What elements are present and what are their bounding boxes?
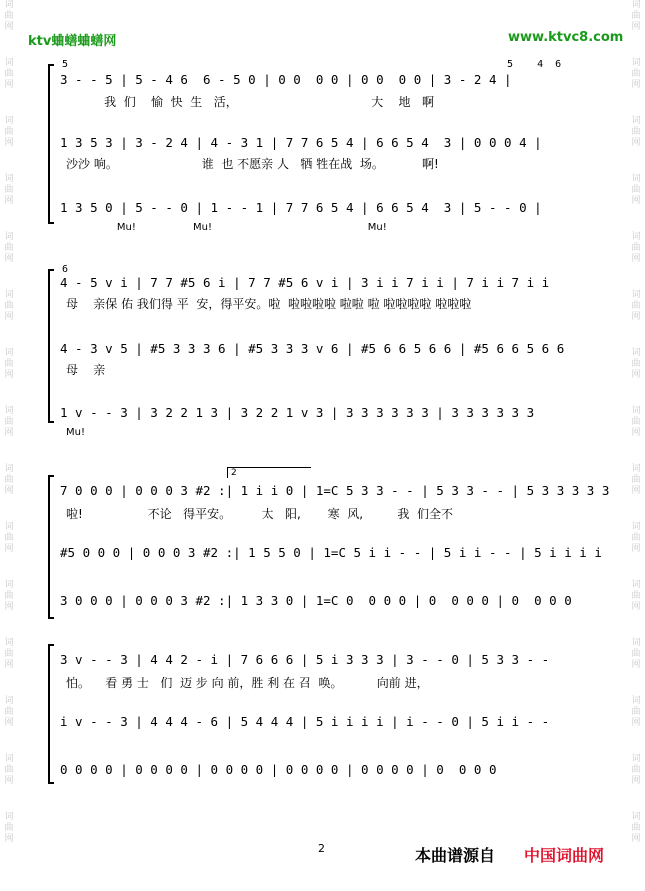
watermark-gap: [629, 787, 643, 812]
watermark-char: 曲: [4, 475, 14, 485]
watermark-char: 网: [4, 544, 14, 554]
watermark-char: 网: [631, 80, 641, 90]
watermark-char: 词: [4, 58, 14, 68]
watermark-char: 网: [631, 254, 641, 264]
watermark-char: 网: [4, 718, 14, 728]
watermark-char: 网: [4, 254, 14, 264]
watermark-char: 词: [631, 0, 641, 10]
volta-bracket: 2: [227, 467, 311, 478]
watermark-char: 曲: [631, 591, 641, 601]
page-number: 2: [318, 842, 325, 855]
watermark-char: 网: [4, 660, 14, 670]
watermark-char: 网: [631, 834, 641, 844]
source-site-link[interactable]: 中国词曲网: [524, 846, 605, 865]
system-brace: [48, 644, 54, 784]
watermark-char: 曲: [4, 243, 14, 253]
bass-row: 0 0 0 0 | 0 0 0 0 | 0 0 0 0 | 0 0 0 0 | 0 0 0 0 | 0 0 0 0: [60, 762, 497, 777]
watermark-char: 网: [4, 486, 14, 496]
watermark-char: 曲: [631, 185, 641, 195]
watermark-gap: [2, 207, 16, 232]
watermark-gap: [2, 613, 16, 638]
watermark-gap: [629, 91, 643, 116]
harmony-row: i v - - 3 | 4 4 4 - 6 | 5 4 4 4 | 5 i i i i | i - - 0 | 5 i i - -: [60, 714, 550, 729]
watermark-char: 网: [4, 196, 14, 206]
watermark-char: 网: [631, 486, 641, 496]
lyric-row: 母 亲: [66, 363, 106, 377]
watermark-gap: [629, 265, 643, 290]
watermark-char: 网: [4, 428, 14, 438]
system-brace: [48, 64, 54, 224]
watermark-char: 曲: [4, 185, 14, 195]
watermark-char: 曲: [4, 417, 14, 427]
watermark-gap: [2, 91, 16, 116]
watermark-gap: [629, 149, 643, 174]
watermark-char: 曲: [631, 417, 641, 427]
watermark-char: 曲: [631, 69, 641, 79]
watermark-gap: [629, 207, 643, 232]
watermark-char: 网: [4, 602, 14, 612]
watermark-char: 网: [631, 776, 641, 786]
watermark-char: 曲: [4, 591, 14, 601]
watermark-char: 网: [4, 138, 14, 148]
bass-row: 1 3 5 0 | 5 - - 0 | 1 - - 1 | 7 7 6 5 4 | 6 6 5 4 3 | 5 - - 0 |: [60, 200, 542, 215]
watermark-char: 词: [631, 116, 641, 126]
watermark-char: 曲: [631, 533, 641, 543]
watermark-char: 曲: [4, 359, 14, 369]
watermark-char: 曲: [4, 301, 14, 311]
score-system-3: [52, 465, 610, 615]
watermark-char: 词: [4, 406, 14, 416]
source-label: 本曲谱源自: [415, 846, 496, 865]
melody-row: 7 0 0 0 | 0 0 0 3 #2 :| 1 i i 0 | 1=C 5 3 3 - - | 5 3 3 - - | 5 3 3 3 3 3: [60, 483, 610, 498]
watermark-char: 曲: [631, 649, 641, 659]
watermark-char: 词: [631, 58, 641, 68]
watermark-char: 词: [631, 638, 641, 648]
watermark-char: 网: [631, 602, 641, 612]
harmony-row: #5 0 0 0 | 0 0 0 3 #2 :| 1 5 5 0 | 1=C 5 i i - - | 5 i i - - | 5 i i i i: [60, 545, 602, 560]
watermark-gap: [2, 439, 16, 464]
watermark-char: 曲: [631, 359, 641, 369]
lyric-row: 沙沙 响。 谁 也 不愿亲 人 牺 牲在战 场。 啊!: [66, 157, 439, 171]
watermark-gap: [2, 729, 16, 754]
watermark-char: 词: [631, 580, 641, 590]
watermark-char: 网: [4, 834, 14, 844]
score-system-2: [52, 265, 588, 445]
watermark-gap: [629, 613, 643, 638]
watermark-char: 曲: [631, 475, 641, 485]
watermark-char: 词: [4, 696, 14, 706]
watermark-char: 词: [4, 0, 14, 10]
watermark-char: 曲: [631, 127, 641, 137]
watermark-char: 网: [4, 22, 14, 32]
watermark-char: 曲: [631, 11, 641, 21]
header-url[interactable]: www.ktvc8.com: [508, 30, 624, 45]
watermark-char: 曲: [631, 301, 641, 311]
watermark-char: 网: [631, 138, 641, 148]
watermark-gap: [2, 149, 16, 174]
lyric-row: 我 们 愉 快 生 活， 大 地 啊: [66, 95, 434, 109]
watermark-char: 网: [4, 80, 14, 90]
harmony-row: 4 - 3 v 5 | #5 3 3 3 6 | #5 3 3 3 v 6 | #5 6 6 5 6 6 | #5 6 6 5 6 6: [60, 341, 565, 356]
watermark-char: 网: [631, 718, 641, 728]
harmony-row: 1 3 5 3 | 3 - 2 4 | 4 - 3 1 | 7 7 6 5 4 | 6 6 5 4 3 | 0 0 0 4 |: [60, 135, 542, 150]
watermark-char: 网: [4, 776, 14, 786]
watermark-char: 网: [631, 312, 641, 322]
watermark-char: 词: [631, 812, 641, 822]
key-mark: 6: [62, 264, 69, 275]
bass-row: 3 0 0 0 | 0 0 0 3 #2 :| 1 3 3 0 | 1=C 0 0 0 0 | 0 0 0 0 | 0 0 0 0: [60, 593, 572, 608]
watermark-gap: [629, 33, 643, 58]
watermark-char: 网: [631, 660, 641, 670]
key-mark: 5: [62, 59, 69, 70]
lyric-row: 母 亲保 佑 我们得 平 安，得平安。啦 啦啦啦啦 啦啦 啦 啦啦啦啦 啦啦啦: [66, 297, 472, 311]
watermark-char: 网: [631, 370, 641, 380]
system-brace: [48, 269, 54, 423]
watermark-gap: [2, 33, 16, 58]
watermark-char: 网: [631, 428, 641, 438]
watermark-gap: [629, 497, 643, 522]
watermark-gap: [629, 381, 643, 406]
watermark-char: 词: [4, 754, 14, 764]
chord-stack: 5 4 6: [507, 59, 562, 70]
watermark-char: 曲: [4, 127, 14, 137]
watermark-gap: [2, 845, 16, 870]
header-brand[interactable]: ktv蛐蟮蛐蟮网: [28, 34, 117, 49]
score-system-1: [52, 59, 588, 233]
watermark-char: 曲: [4, 69, 14, 79]
watermark-char: 词: [631, 754, 641, 764]
watermark-gap: [2, 381, 16, 406]
watermark-char: 词: [631, 232, 641, 242]
watermark-char: 词: [4, 464, 14, 474]
watermark-gap: [2, 555, 16, 580]
watermark-char: 网: [4, 312, 14, 322]
watermark-gap: [629, 671, 643, 696]
watermark-char: 词: [631, 406, 641, 416]
watermark-char: 词: [631, 290, 641, 300]
lyric-row: Mu!: [66, 427, 85, 438]
watermark-gap: [629, 729, 643, 754]
watermark-char: 曲: [4, 707, 14, 717]
watermark-char: 曲: [4, 533, 14, 543]
watermark-left: [2, 0, 16, 870]
watermark-char: 曲: [631, 765, 641, 775]
watermark-gap: [2, 323, 16, 348]
watermark-char: 网: [631, 196, 641, 206]
watermark-char: 网: [631, 544, 641, 554]
watermark-gap: [2, 497, 16, 522]
watermark-gap: [629, 845, 643, 870]
watermark-char: 曲: [4, 11, 14, 21]
watermark-char: 词: [4, 116, 14, 126]
watermark-gap: [629, 323, 643, 348]
watermark-char: 曲: [4, 765, 14, 775]
watermark-char: 词: [631, 522, 641, 532]
melody-row: 3 - - 5 | 5 - 4 6 6 - 5 0 | 0 0 0 0 | 0 0 0 0 | 3 - 2 4 |: [60, 72, 512, 87]
watermark-gap: [629, 555, 643, 580]
watermark-gap: [2, 265, 16, 290]
watermark-char: 曲: [631, 707, 641, 717]
lyric-row: 怕。 看 勇 士 们 迈 步 向 前，胜 利 在 召 唤。 向前 进，: [66, 676, 429, 690]
watermark-char: 网: [631, 22, 641, 32]
watermark-char: 曲: [631, 823, 641, 833]
watermark-char: 词: [631, 464, 641, 474]
watermark-char: 词: [4, 522, 14, 532]
watermark-char: 词: [4, 812, 14, 822]
lyric-row: Mu! Mu! Mu!: [66, 222, 387, 233]
watermark-char: 曲: [4, 823, 14, 833]
melody-row: 3 v - - 3 | 4 4 2 - i | 7 6 6 6 | 5 i 3 3 3 | 3 - - 0 | 5 3 3 - -: [60, 652, 550, 667]
melody-row: 4 - 5 v i | 7 7 #5 6 i | 7 7 #5 6 v i | 3 i i 7 i i | 7 i i 7 i i: [60, 275, 550, 290]
watermark-gap: [2, 787, 16, 812]
watermark-char: 词: [631, 696, 641, 706]
watermark-gap: [2, 671, 16, 696]
watermark-char: 词: [4, 290, 14, 300]
watermark-char: 词: [4, 638, 14, 648]
watermark-char: 曲: [631, 243, 641, 253]
watermark-char: 网: [4, 370, 14, 380]
watermark-gap: [629, 439, 643, 464]
lyric-row: 啦! 不论 得平安。 太 阳, 寒 风, 我 们全不: [66, 507, 453, 521]
bass-row: 1 v - - 3 | 3 2 2 1 3 | 3 2 2 1 v 3 | 3 3 3 3 3 3 | 3 3 3 3 3 3: [60, 405, 535, 420]
watermark-char: 曲: [4, 649, 14, 659]
watermark-char: 词: [4, 348, 14, 358]
watermark-char: 词: [631, 348, 641, 358]
score-system-4: [52, 640, 588, 785]
watermark-char: 词: [4, 232, 14, 242]
watermark-char: 词: [4, 174, 14, 184]
watermark-char: 词: [4, 580, 14, 590]
watermark-right: [629, 0, 643, 870]
watermark-char: 词: [631, 174, 641, 184]
system-brace: [48, 475, 54, 619]
